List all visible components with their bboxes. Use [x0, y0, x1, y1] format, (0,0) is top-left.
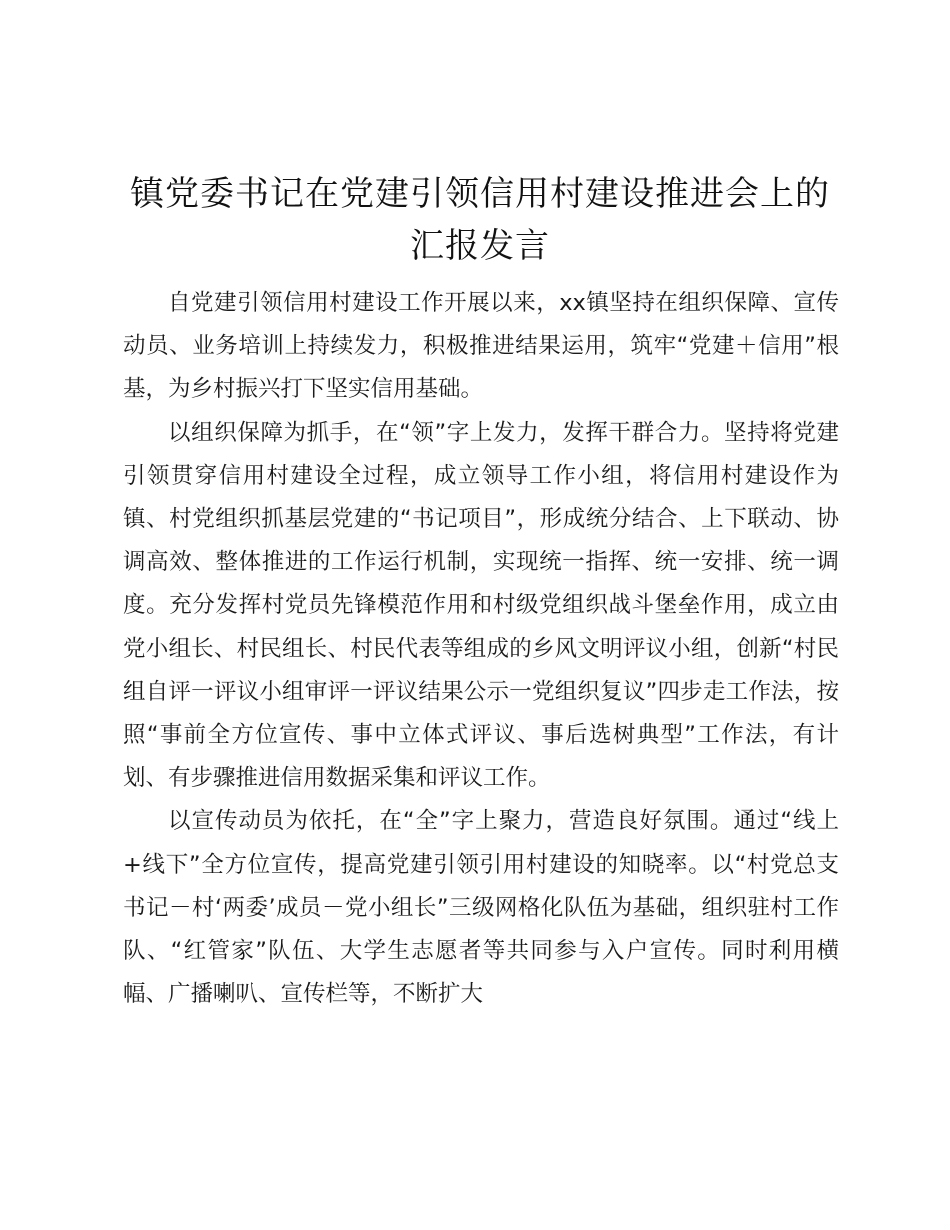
document-body: [123, 282, 839, 1016]
paragraph-organization: 以组织保障为抓手，在“领”字上发力，发挥干群合力。坚持将党建引领贯穿信用村建设全过程，成立领导工作小组，将信用村建设作为镇、村党组织抓基层党建的“书记项目”，形成统分结合、上下联动、协调高效、整体推进的工作运行机制，实现统一指挥、统一安排、统一调度。充分发挥村党员先锋模范作用和村级党组织战斗堡垒作用，成立由党小组长、村民组长、村民代表等组成的乡风文明评议小组，创新“村民组自评一评议小组审评一评议结果公示一党组织复议”四步走工作法，按照“事前全方位宣传、事中立体式评议、事后选树典型”工作法，有计划、有步骤推进信用数据采集和评议工作。: [123, 419, 839, 792]
document-title: 镇党委书记在党建引领信用村建设推进会上的汇报发言: [130, 174, 830, 266]
paragraph-publicity: 以宣传动员为依托，在“全”字上聚力，营造良好氛围。通过“线上+线下”全方位宣传，提高党建引领引用村建设的知晓率。以“村党总支书记－村‘两委’成员－党小组长”三级网格化队伍为基础，组织驻村工作队、“红管家”队伍、大学生志愿者等共同参与入户宣传。同时利用横幅、广播喇叭、宣传栏等，不断扩大: [123, 808, 839, 1008]
paragraph-intro: 自党建引领信用村建设工作开展以来，xx镇坚持在组织保障、宣传动员、业务培训上持续发力，积极推进结果运用，筑牢“党建＋信用”根基，为乡村振兴打下坚实信用基础。: [123, 290, 839, 403]
